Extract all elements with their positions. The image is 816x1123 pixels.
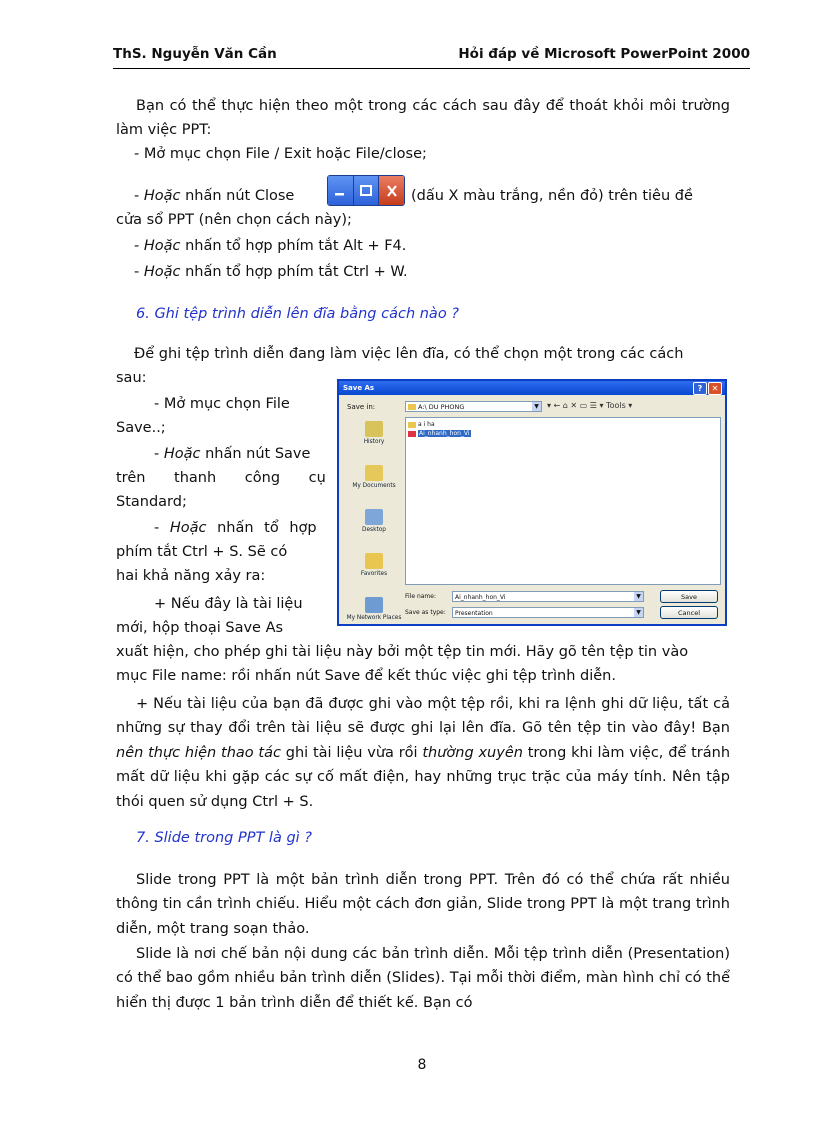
header-book-title: Hỏi đáp về Microsoft PowerPoint 2000 [458,46,750,62]
dialog-toolbar[interactable]: ▾ ← ⌂ ✕ ▭ ☰ ▾ Tools ▾ [547,401,633,410]
ppt-file-icon [408,431,416,437]
s6-b1-line-1: - Mở mục chọn File [154,396,290,412]
save-in-label: Save in: [347,403,376,411]
s6-c1-line-1: + Nếu đây là tài liệu [154,596,303,612]
section-7-heading: 7. Slide trong PPT là gì ? [136,830,312,846]
maximize-icon [354,176,380,205]
window-buttons-image [327,175,405,206]
file-list[interactable] [405,417,721,585]
intro-line-close: - Hoặc nhấn nút Close [134,188,295,204]
favorites-icon [365,553,383,569]
section-6-heading: 6. Ghi tệp trình diễn lên đĩa bằng cách nào ? [136,306,459,322]
s6-b3-line-1: - Hoặc nhấn tổ hợp [154,520,317,536]
dialog-help-button[interactable]: ? [693,382,707,395]
save-button[interactable]: Save [660,590,718,603]
header-author: ThS. Nguyễn Văn Cần [113,46,277,62]
s6-c1-line-4: mục File name: rồi nhấn nút Save để kết thúc việc ghi tệp trình diễn. [116,668,616,684]
file-name-input[interactable]: Ai_nhanh_hon_Vi ▼ [452,591,644,602]
save-in-value: A:\ DU PHONG [418,403,465,411]
s7-paragraph-1: Slide trong PPT là một bản trình diễn trong PPT. Trên đó có thể chứa rất nhiều thông tin cần trình chiếu. Hiểu một cách đơn giản, Slide trong PPT là một trang trình diễn, một trang soạn thảo. [116,872,730,937]
intro-paragraph: Bạn có thể thực hiện theo một trong các cách sau đây để thoát khỏi môi trường làm việc PPT: [116,98,730,139]
page-header [113,42,750,69]
intro-line-alt-f4: - Hoặc nhấn tổ hợp phím tắt Alt + F4. [134,238,407,254]
page-number: 8 [417,1057,427,1073]
s6-b2-line-1: - Hoặc nhấn nút Save [154,446,311,462]
dialog-title: Save As [343,384,375,392]
file-name-label: File name: [405,593,436,600]
intro-line-file-exit: - Mở mục chọn File / Exit hoặc File/close; [134,146,427,162]
s6-intro-line-2: sau: [116,370,147,386]
save-type-select[interactable]: Presentation ▼ [452,607,644,618]
list-item[interactable]: Ai_nhanh_hon_Vi [408,430,471,437]
history-icon [365,421,383,437]
s6-b1-line-2: Save..; [116,420,166,436]
chevron-down-icon[interactable]: ▼ [634,608,643,617]
cancel-button[interactable]: Cancel [660,606,718,619]
place-favorites[interactable]: Favorites [345,553,403,593]
intro-line-ctrl-w: - Hoặc nhấn tổ hợp phím tắt Ctrl + W. [134,264,408,280]
intro-line-close-desc: (dấu X màu trắng, nền đỏ) trên tiêu đề [411,188,693,204]
chevron-down-icon[interactable]: ▼ [634,592,643,601]
s6-b3-line-2: phím tắt Ctrl + S. Sẽ có [116,544,288,560]
network-icon [365,597,383,613]
s6-b2-line-3: Standard; [116,494,187,510]
desktop-icon [365,509,383,525]
list-item[interactable]: a i ha [408,421,435,428]
s7-paragraph-2: Slide là nơi chế bản nội dung các bản trình diễn. Mỗi tệp trình diễn (Presentation) có thể bao gồm nhiều bản trình diễn (Slides). Tại mỗi thời điểm, màn hình chỉ có thể hiển thị được 1 bản trình diễn để thiết kế. Bạn có [116,946,730,1011]
dialog-close-button[interactable]: ✕ [708,382,722,395]
close-icon [379,176,404,205]
place-history[interactable]: History [345,421,403,461]
s6-c2-paragraph: + Nếu tài liệu của bạn đã được ghi vào một tệp rồi, khi ra lệnh ghi dữ liệu, tất cả những sự thay đổi trên tài liệu sẽ được ghi lại lên đĩa. Gõ tên tệp tin vào đây! Bạn nên thực hiện thao tác ghi tài liệu vừa rồi thường xuyên trong khi làm việc, để tránh mất dữ liệu khi gặp các sự cố mất điện, hay những trục trặc của máy tính. Nên tập thói quen sử dụng Ctrl + S. [116,696,731,810]
chevron-down-icon[interactable]: ▼ [532,402,541,411]
save-as-dialog [337,379,727,626]
minimize-icon [328,176,354,205]
s6-c1-line-3: xuất hiện, cho phép ghi tài liệu này bởi một tệp tin mới. Hãy gõ tên tệp tin vào [116,644,689,660]
s6-intro-line-1: Để ghi tệp trình diễn đang làm việc lên đĩa, có thể chọn một trong các cách [134,346,684,362]
folder-icon [408,422,416,428]
places-bar [345,417,403,620]
place-my-network[interactable]: My Network Places [345,597,403,637]
folder-icon [408,404,416,410]
place-desktop[interactable]: Desktop [345,509,403,549]
s6-b3-line-3: hai khả năng xảy ra: [116,568,266,584]
save-in-combo[interactable] [405,401,542,412]
intro-line-close-cont: cửa sổ PPT (nên chọn cách này); [116,212,352,228]
s6-b2-line-2: trên thanh công cụ [116,470,326,486]
s6-c1-line-2: mới, hộp thoại Save As [116,620,284,636]
dialog-title-bar [339,381,725,395]
save-type-label: Save as type: [405,609,446,616]
place-my-documents[interactable]: My Documents [345,465,403,505]
my-documents-icon [365,465,383,481]
